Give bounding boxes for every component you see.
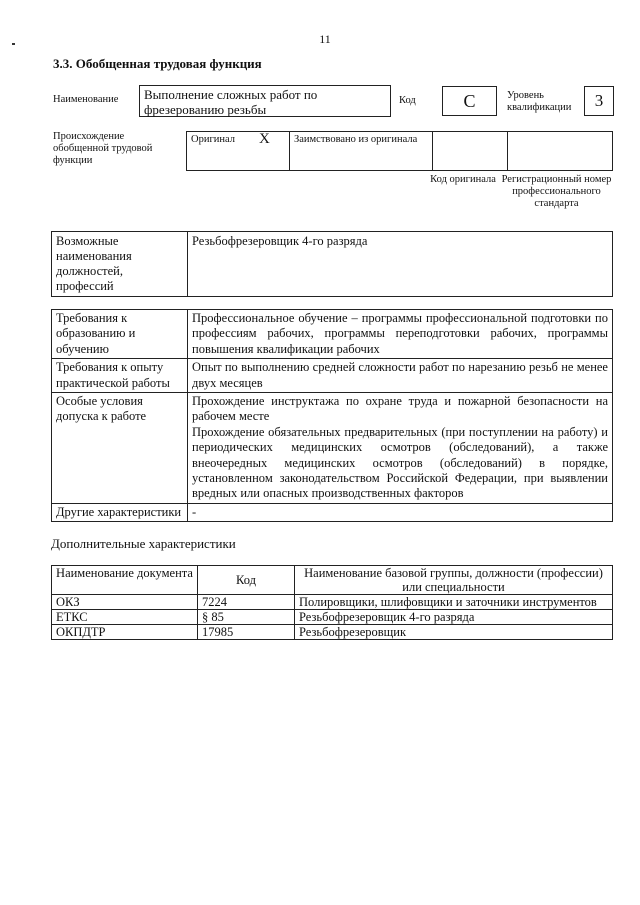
possible-titles-value: Резьбофрезеровщик 4-го разряда bbox=[188, 232, 613, 297]
name-label: Наименование bbox=[53, 94, 119, 105]
original-label: Оригинал bbox=[191, 134, 235, 145]
cell-document: ОКПДТР bbox=[52, 625, 198, 640]
requirement-value: Профессиональное обучение – программы профессиональной подготовки по профессиям рабочих, программы переподготовки рабочих, программы повышения квалификации рабочих bbox=[188, 310, 613, 359]
requirement-value: - bbox=[188, 503, 613, 521]
requirement-row bbox=[52, 359, 613, 393]
requirement-value bbox=[188, 393, 613, 504]
requirement-row bbox=[52, 503, 613, 521]
code-original-caption: Код оригинала bbox=[430, 174, 496, 185]
cell-group: Полировщики, шлифовщики и заточники инструментов bbox=[295, 595, 613, 610]
cell-document: ЕТКС bbox=[52, 610, 198, 625]
header-group: Наименование базовой группы, должности (профессии) или специальности bbox=[295, 566, 613, 595]
requirement-row bbox=[52, 393, 613, 504]
code-value-box: С bbox=[442, 86, 497, 116]
requirement-value: Опыт по выполнению средней сложности работ по нарезанию резьб не менее двух месяцев bbox=[188, 359, 613, 393]
borrowed-cell: Заимствовано из оригинала bbox=[290, 132, 433, 171]
scan-speck bbox=[12, 43, 15, 45]
cell-code: 17985 bbox=[198, 625, 295, 640]
cell-code: 7224 bbox=[198, 595, 295, 610]
original-mark: Х bbox=[259, 131, 270, 147]
table-row bbox=[52, 625, 613, 640]
additional-table bbox=[51, 565, 613, 640]
requirement-label: Требования к опыту практической работы bbox=[52, 359, 188, 393]
reg-number-cell bbox=[508, 132, 613, 171]
requirement-label: Требования к образованию и обучению bbox=[52, 310, 188, 359]
table-header-row bbox=[52, 566, 613, 595]
requirement-line: Прохождение инструктажа по охране труда и пожарной безопасности на рабочем месте bbox=[192, 394, 608, 424]
origin-table bbox=[186, 131, 613, 171]
section-title: 3.3. Обобщенная трудовая функция bbox=[53, 56, 262, 71]
header-code: Код bbox=[198, 566, 295, 595]
requirement-row bbox=[52, 310, 613, 359]
table-row bbox=[52, 610, 613, 625]
requirement-label: Особые условия допуска к работе bbox=[52, 393, 188, 504]
requirements-table bbox=[51, 309, 613, 522]
cell-code: § 85 bbox=[198, 610, 295, 625]
code-label: Код bbox=[399, 95, 416, 106]
original-cell bbox=[187, 132, 290, 171]
cell-group: Резьбофрезеровщик 4-го разряда bbox=[295, 610, 613, 625]
possible-titles-table bbox=[51, 231, 613, 297]
code-original-cell bbox=[433, 132, 508, 171]
level-label: Уровень квалификации bbox=[507, 90, 572, 113]
possible-titles-label: Возможные наименования должностей, профессий bbox=[52, 232, 188, 297]
cell-group: Резьбофрезеровщик bbox=[295, 625, 613, 640]
reg-number-caption: Регистрационный номер профессионального стандарта bbox=[501, 174, 612, 209]
level-value-box: 3 bbox=[584, 86, 614, 116]
table-row bbox=[52, 595, 613, 610]
requirement-line: Прохождение обязательных предварительных (при поступлении на работу) и периодических медицинских осмотров (обследований), а также внеочередных медицинских осмотров (обследований) в порядке, установленном законодательством Российской Федерации, при выявлении вредных или опасных производственных факторов bbox=[192, 424, 608, 501]
function-name-box: Выполнение сложных работ по фрезерованию резьбы bbox=[139, 85, 391, 117]
page-number: 11 bbox=[319, 32, 331, 46]
additional-title: Дополнительные характеристики bbox=[51, 536, 236, 551]
header-document: Наименование документа bbox=[52, 566, 198, 595]
requirement-label: Другие характеристики bbox=[52, 503, 188, 521]
cell-document: ОКЗ bbox=[52, 595, 198, 610]
origin-label: Происхождение обобщенной трудовой функции bbox=[53, 131, 153, 166]
